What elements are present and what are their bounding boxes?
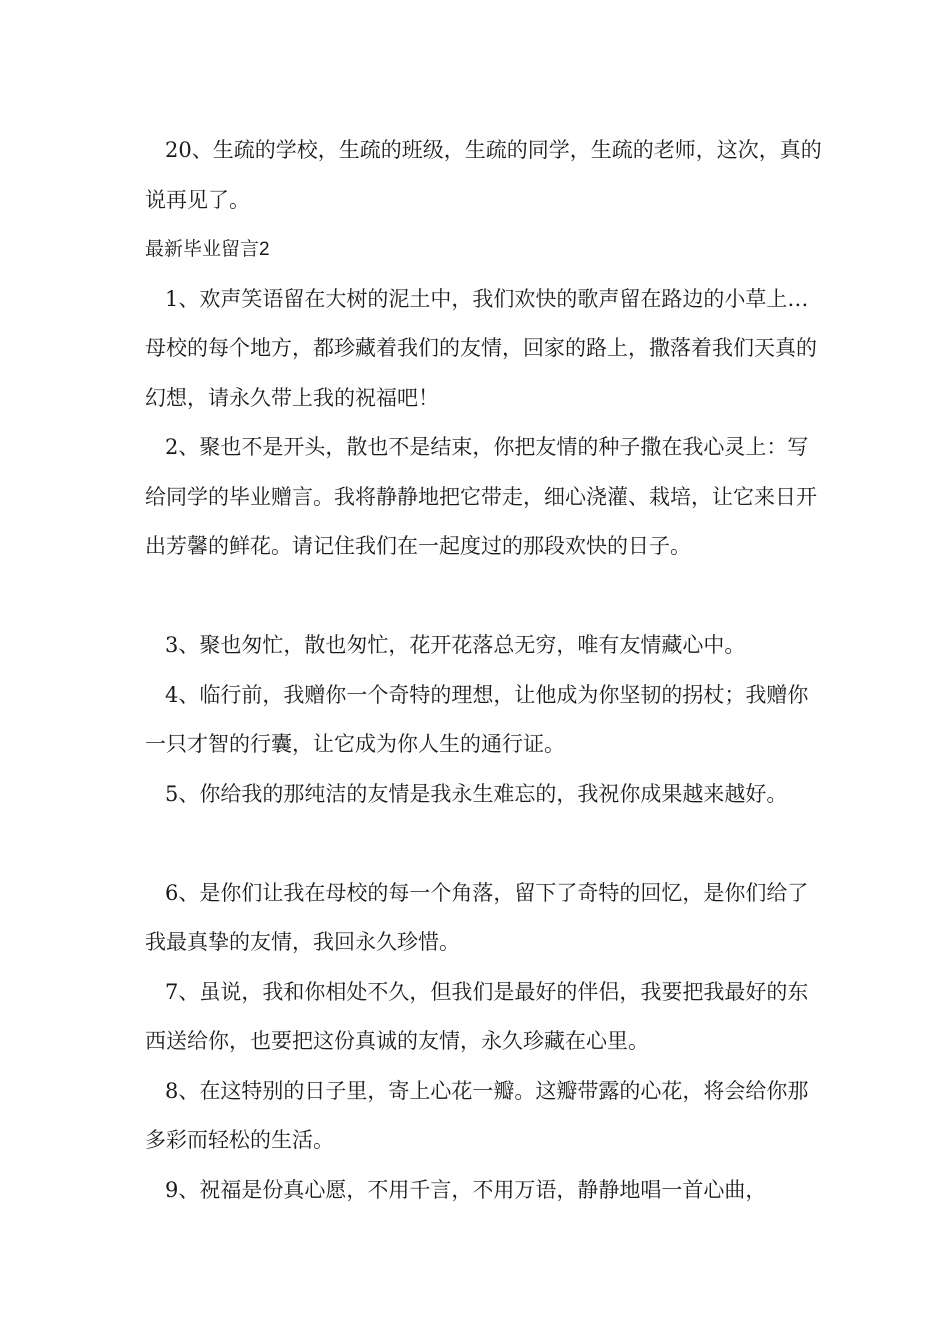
blank-line bbox=[145, 819, 825, 869]
section-heading: 最新毕业留言2 bbox=[145, 239, 270, 260]
paragraph-7: 7、虽说，我和你相处不久，但我们是最好的伴侣，我要把我最好的东西送给你，也要把这份真诚的友情，永久珍藏在心里。 bbox=[145, 979, 809, 1053]
paragraph-6: 6、是你们让我在母校的每一个角落，留下了奇特的回忆，是你们给了我最真挚的友情，我回永久珍惜。 bbox=[145, 880, 809, 954]
paragraph-1: 1、欢声笑语留在大树的泥土中，我们欢快的歌声留在路边的小草上…母校的每个地方，都珍藏着我们的友情，回家的路上，撒落着我们天真的幻想，请永久带上我的祝福吧！ bbox=[145, 286, 817, 410]
paragraph-4: 4、临行前，我赠你一个奇特的理想，让他成为你坚韧的拐杖；我赠你一只才智的行囊，让它成为你人生的通行证。 bbox=[145, 682, 809, 756]
paragraph-20: 20、生疏的学校，生疏的班级，生疏的同学，生疏的老师，这次，真的说再见了。 bbox=[145, 138, 822, 212]
paragraph-3: 3、聚也匆忙，散也匆忙，花开花落总无穷，唯有友情藏心中。 bbox=[165, 633, 746, 657]
paragraph-8: 8、在这特别的日子里，寄上心花一瓣。这瓣带露的心花，将会给你那多彩而轻松的生活。 bbox=[145, 1078, 809, 1152]
document-page bbox=[145, 126, 825, 1215]
blank-line bbox=[145, 572, 825, 622]
paragraph-9: 9、祝福是份真心愿，不用千言，不用万语，静静地唱一首心曲， bbox=[165, 1177, 767, 1202]
paragraph-2: 2、聚也不是开头，散也不是结束，你把友情的种子撒在我心灵上：写给同学的毕业赠言。我将静静地把它带走，细心浇灌、栽培，让它来日开出芳馨的鲜花。请记住我们在一起度过的那段欢快的日子。 bbox=[145, 435, 817, 558]
paragraph-5: 5、你给我的那纯洁的友情是我永生难忘的，我祝你成果越来越好。 bbox=[165, 781, 788, 806]
